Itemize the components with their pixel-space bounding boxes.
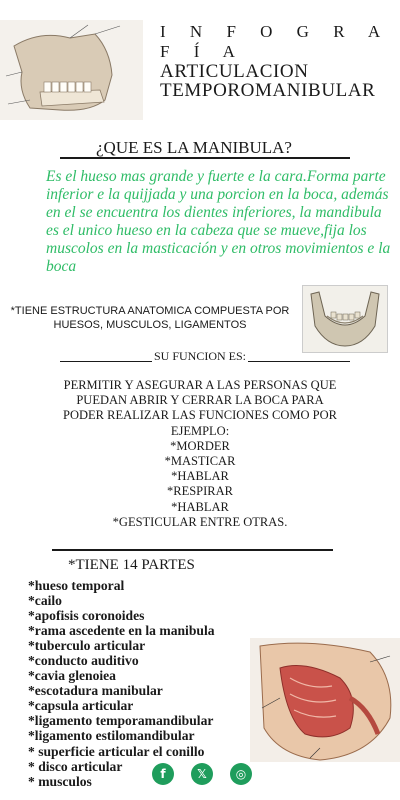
list-item: *ligamento temporamandibular	[28, 713, 214, 729]
function-text	[40, 378, 360, 530]
parts-heading: *TIENE 14 PARTES	[68, 557, 195, 573]
function-line: PERMITIR Y ASEGURAR A LAS PERSONAS QUE	[63, 378, 337, 392]
list-item: *conducto auditivo	[28, 653, 139, 669]
question-heading: ¿QUE ES LA MANIBULA?	[96, 138, 292, 157]
facebook-icon[interactable]: f	[152, 763, 174, 785]
mandible-description: Es el hueso mas grande y fuerte e la cara.Forma parte inferior e la quijjada y una porcion en la boca, además en el se encuentra los dientes inferiores, la mandibula es el unico hueso en la cabeza que se mueve,fija los muscolos en la masticación y en otros movimientos e la boca	[46, 168, 391, 275]
list-item: *cavia glenoiea	[28, 668, 116, 684]
list-item: *capsula articular	[28, 698, 134, 714]
list-item: *apofisis coronoides	[28, 608, 145, 624]
function-line: *MASTICAR	[164, 454, 236, 469]
main-title	[160, 62, 395, 100]
list-item: *rama ascedente en la manibula	[28, 623, 215, 639]
jaw-anatomy-illustration	[0, 20, 143, 120]
function-line: *MORDER	[170, 438, 230, 453]
function-line: PODER REALIZAR LAS FUNCIONES COMO POR	[63, 408, 337, 423]
list-item: *ligamento estilomandibular	[28, 728, 195, 744]
list-item: * superficie articular el conillo	[28, 743, 205, 759]
list-item: *tuberculo articular	[28, 638, 146, 654]
list-item: *cailo	[28, 593, 62, 609]
main-title-text: ARTICULACION TEMPOROMANIBULAR	[160, 61, 376, 101]
function-line: *HABLAR	[171, 499, 229, 514]
divider	[60, 157, 350, 159]
mandible-photo	[302, 285, 388, 353]
list-item: * musculos	[28, 773, 92, 789]
structure-note: *TIENE ESTRUCTURA ANATOMICA COMPUESTA POR HUESOS, MUSCULOS, LIGAMENTOS	[10, 305, 290, 331]
list-item: * disco articular	[28, 758, 123, 774]
function-heading	[0, 349, 400, 364]
infografia-title: I N F O G R A F Í A	[160, 22, 390, 61]
function-heading-text: SU FUNCION ES:	[153, 349, 246, 363]
muscles-illustration	[250, 638, 400, 762]
divider	[52, 549, 333, 551]
parts-list	[28, 578, 215, 789]
x-twitter-icon[interactable]: 𝕏	[191, 763, 213, 785]
function-line: *GESTICULAR ENTRE OTRAS.	[112, 514, 288, 529]
list-item: *escotadura manibular	[28, 683, 163, 699]
list-item: *hueso temporal	[28, 578, 125, 593]
function-line: EJEMPLO:	[170, 423, 230, 438]
function-line: PUEDAN ABRIR Y CERRAR LA BOCA PARA	[76, 393, 324, 408]
function-line: *HABLAR	[171, 469, 229, 484]
function-line: *RESPIRAR	[167, 484, 233, 499]
instagram-icon[interactable]: ◎	[230, 763, 252, 785]
